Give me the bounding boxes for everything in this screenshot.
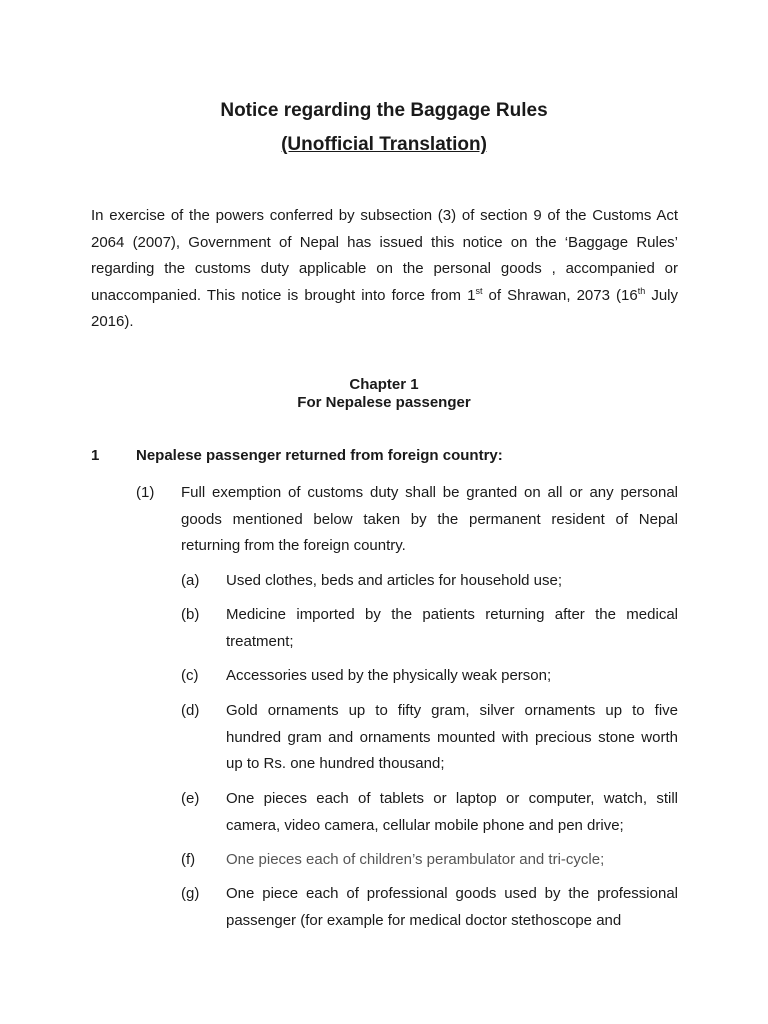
subsection-text: Full exemption of customs duty shall be granted on all or any personal goods mentioned below taken by the permanent resident of Nepal returning from the foreign country. bbox=[181, 484, 678, 554]
list-item-text: Used clothes, beds and articles for household use; bbox=[226, 572, 563, 589]
list-item-label: (a) bbox=[181, 572, 200, 589]
section-title: Nepalese passenger returned from foreign country: bbox=[136, 447, 503, 464]
list-item-text: Accessories used by the physically weak person; bbox=[226, 667, 552, 684]
document-title: Notice regarding the Baggage Rules bbox=[220, 100, 548, 121]
list-item-label: (e) bbox=[181, 790, 200, 807]
document-subtitle: (Unofficial Translation) bbox=[281, 134, 487, 155]
subsection-number: (1) bbox=[136, 484, 155, 501]
list-item-text: Gold ornaments up to fifty gram, silver ornaments up to five hundred gram and ornaments mounted with precious stone worth up to Rs. one hundred thousand; bbox=[226, 702, 678, 772]
list-item-label: (f) bbox=[181, 851, 196, 868]
list-item-text: One pieces each of children’s perambulator and tri-cycle; bbox=[226, 851, 605, 868]
list-item-label: (b) bbox=[181, 606, 200, 623]
chapter-subheading: For Nepalese passenger bbox=[297, 394, 471, 411]
chapter-heading: Chapter 1 bbox=[349, 376, 419, 393]
list-item-text: One pieces each of tablets or laptop or computer, watch, still camera, video camera, cellular mobile phone and pen drive; bbox=[226, 790, 678, 834]
intro-text-part2: of Shrawan, 2073 (16 bbox=[482, 286, 638, 304]
list-item-text: Medicine imported by the patients returning after the medical treatment; bbox=[226, 606, 678, 650]
intro-text-part1: In exercise of the powers conferred by subsection (3) of section 9 of the Customs Act 2064 (2007), Government of Nepal has issued this notice on the ‘Baggage Rules’ regarding the customs duty applicable on the personal goods , accompanied or unaccompanied. This notice is brought into force from 1 bbox=[91, 207, 678, 304]
list-item-label: (g) bbox=[181, 885, 200, 902]
intro-sup-th: th bbox=[637, 285, 646, 296]
intro-sup-st: st bbox=[475, 285, 483, 296]
intro-text-part3: July 2016). bbox=[91, 286, 679, 330]
section-number: 1 bbox=[91, 447, 100, 464]
list-item-label: (d) bbox=[181, 702, 200, 719]
list-item-text: One piece each of professional goods used by the professional passenger (for example for medical doctor stethoscope and bbox=[226, 885, 678, 929]
intro-paragraph bbox=[91, 203, 678, 336]
list-item-label: (c) bbox=[181, 667, 199, 684]
